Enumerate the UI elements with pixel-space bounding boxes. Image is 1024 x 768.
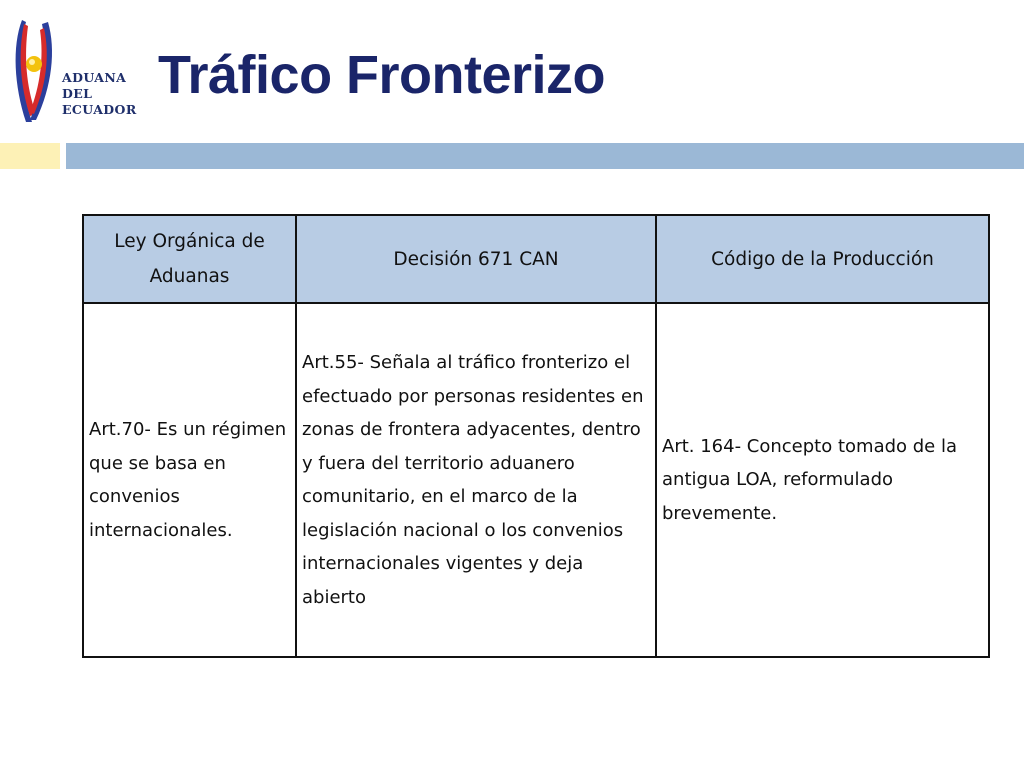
decorative-band-blue bbox=[66, 143, 1024, 169]
cell-text: Art. 164- Concepto tomado de la antigua LOA, reformulado brevemente. bbox=[662, 435, 958, 524]
cell-text: Art.70- Es un régimen que se basa en convenios internacionales. bbox=[89, 419, 287, 541]
table-row bbox=[83, 303, 989, 657]
table-cell-ley-organica bbox=[83, 303, 296, 657]
page-title: Tráfico Fronterizo bbox=[158, 45, 606, 105]
table-cell-codigo-produccion bbox=[656, 303, 989, 657]
column-header-decision-671: Decisión 671 CAN bbox=[296, 215, 656, 303]
column-header-codigo-produccion: Código de la Producción bbox=[656, 215, 989, 303]
table-cell-decision-671 bbox=[296, 303, 656, 657]
decorative-band-yellow bbox=[0, 143, 60, 169]
aduana-logo bbox=[10, 16, 140, 128]
comparison-table bbox=[82, 214, 990, 658]
table-header-row bbox=[83, 215, 989, 303]
cell-text: Art.55- Señala al tráfico fronterizo el efectuado por personas residentes en zonas de frontera adyacentes, dentro y fuera del territorio aduanero comunitario, en el marco de la legislación nacional o los convenios internacionales vigentes y deja abierto bbox=[302, 352, 644, 608]
logo-line-ecuador: ECUADOR bbox=[62, 102, 137, 117]
column-header-ley-organica: Ley Orgánica de Aduanas bbox=[83, 215, 296, 303]
logo-line-aduana: ADUANA bbox=[62, 70, 127, 85]
logo-line-del: DEL bbox=[62, 86, 93, 101]
ecuador-flag-emblem-icon bbox=[10, 16, 66, 128]
